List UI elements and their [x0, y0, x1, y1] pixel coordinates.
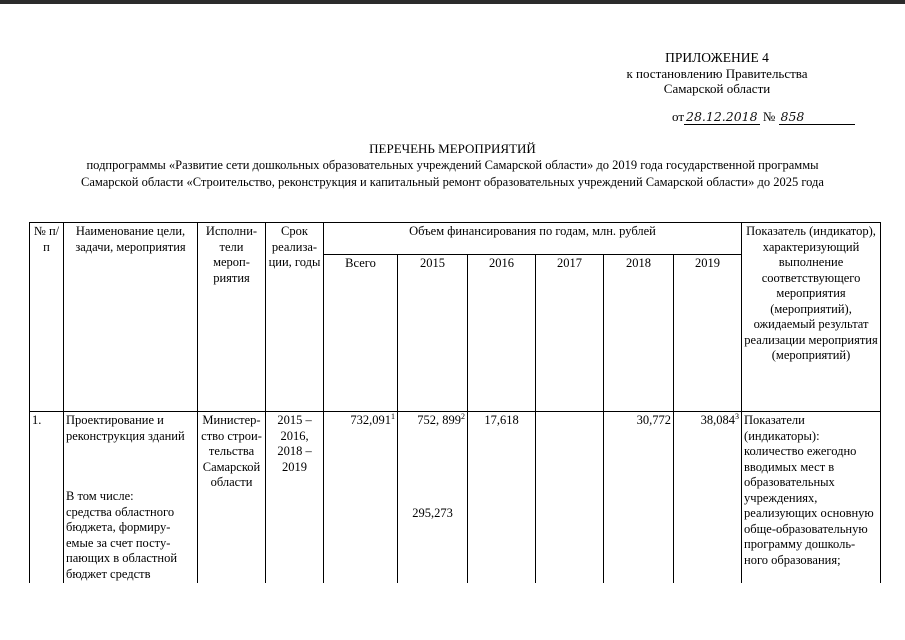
document-subtitle-2: Самарской области «Строительство, реконструкция и капитальный ремонт образовательных учреждений Самарской области» до 2025 года	[81, 175, 824, 189]
resolution-signature	[672, 109, 855, 125]
row-executor: Министер-ство строи-тельства Самарской области	[198, 412, 266, 584]
number-value: 858	[779, 109, 855, 125]
row-2019	[674, 412, 742, 584]
top-border	[0, 0, 905, 4]
row-num: 1.	[30, 412, 64, 584]
header-2019: 2019	[674, 255, 742, 412]
row-term: 2015 – 2016, 2018 – 2019	[266, 412, 324, 584]
row-total-footnote: 1	[391, 411, 395, 421]
header-funding: Объем финансирования по годам, млн. рублей	[324, 223, 742, 255]
row-total-value: 732,091	[350, 413, 391, 427]
measures-table	[29, 222, 881, 583]
row-total	[324, 412, 398, 584]
header-executor: Исполни-тели мероп-риятия	[198, 223, 266, 412]
including-2015-value: 295,273	[412, 505, 453, 520]
row-2019-footnote: 3	[735, 411, 740, 421]
date-prefix: от	[672, 109, 685, 124]
row-2019-value: 38,084	[700, 413, 736, 427]
number-prefix: №	[762, 109, 776, 124]
including-name: средства областного бюджета, формиру-емые за счет посту-пающих в областной бюджет средств	[66, 504, 178, 581]
document-title: ПЕРЕЧЕНЬ МЕРОПРИЯТИЙ	[369, 141, 536, 156]
row-2015-value: 752, 899	[417, 413, 461, 427]
header-2015: 2015	[398, 255, 468, 412]
header-2017: 2017	[536, 255, 604, 412]
including-label: В том числе:	[66, 489, 134, 503]
document-subtitle-1: подпрограммы «Развитие сети дошкольных образовательных учреждений Самарской области» до 2019 года государственной программы	[86, 158, 819, 172]
header-num: № п/п	[30, 223, 64, 412]
appendix-line-1: к постановлению Правительства	[626, 65, 808, 81]
header-indicator: Показатель (индикатор), характеризующий выполнение соответствующего мероприятия (мероприятий), ожидаемый результат реализации мероприятия (мероприятий)	[742, 223, 881, 412]
row-indicator: Показатели (индикаторы): количество ежегодно вводимых мест в образовательных учреждениях, реализующих основную обще-образовательную программу дошколь-ного образования;	[742, 412, 881, 584]
appendix-title: ПРИЛОЖЕНИЕ 4	[665, 50, 769, 65]
row-2015	[398, 412, 468, 584]
row-2018: 30,772	[604, 412, 674, 584]
row-2017	[536, 412, 604, 584]
row-name-text: Проектирование и реконструкция зданий	[66, 413, 185, 443]
row-2015-footnote: 2	[461, 411, 465, 421]
row-2016: 17,618	[468, 412, 536, 584]
header-2016: 2016	[468, 255, 536, 412]
header-name: Наименование цели, задачи, мероприятия	[64, 223, 198, 412]
date-value: 28.12.2018	[686, 109, 758, 124]
row-name	[64, 412, 198, 584]
header-2018: 2018	[604, 255, 674, 412]
appendix-block	[567, 50, 867, 97]
header-total: Всего	[324, 255, 398, 412]
appendix-line-2: Самарской области	[663, 81, 771, 96]
table-row	[30, 412, 881, 584]
header-term: Срок реализа-ции, годы	[266, 223, 324, 412]
